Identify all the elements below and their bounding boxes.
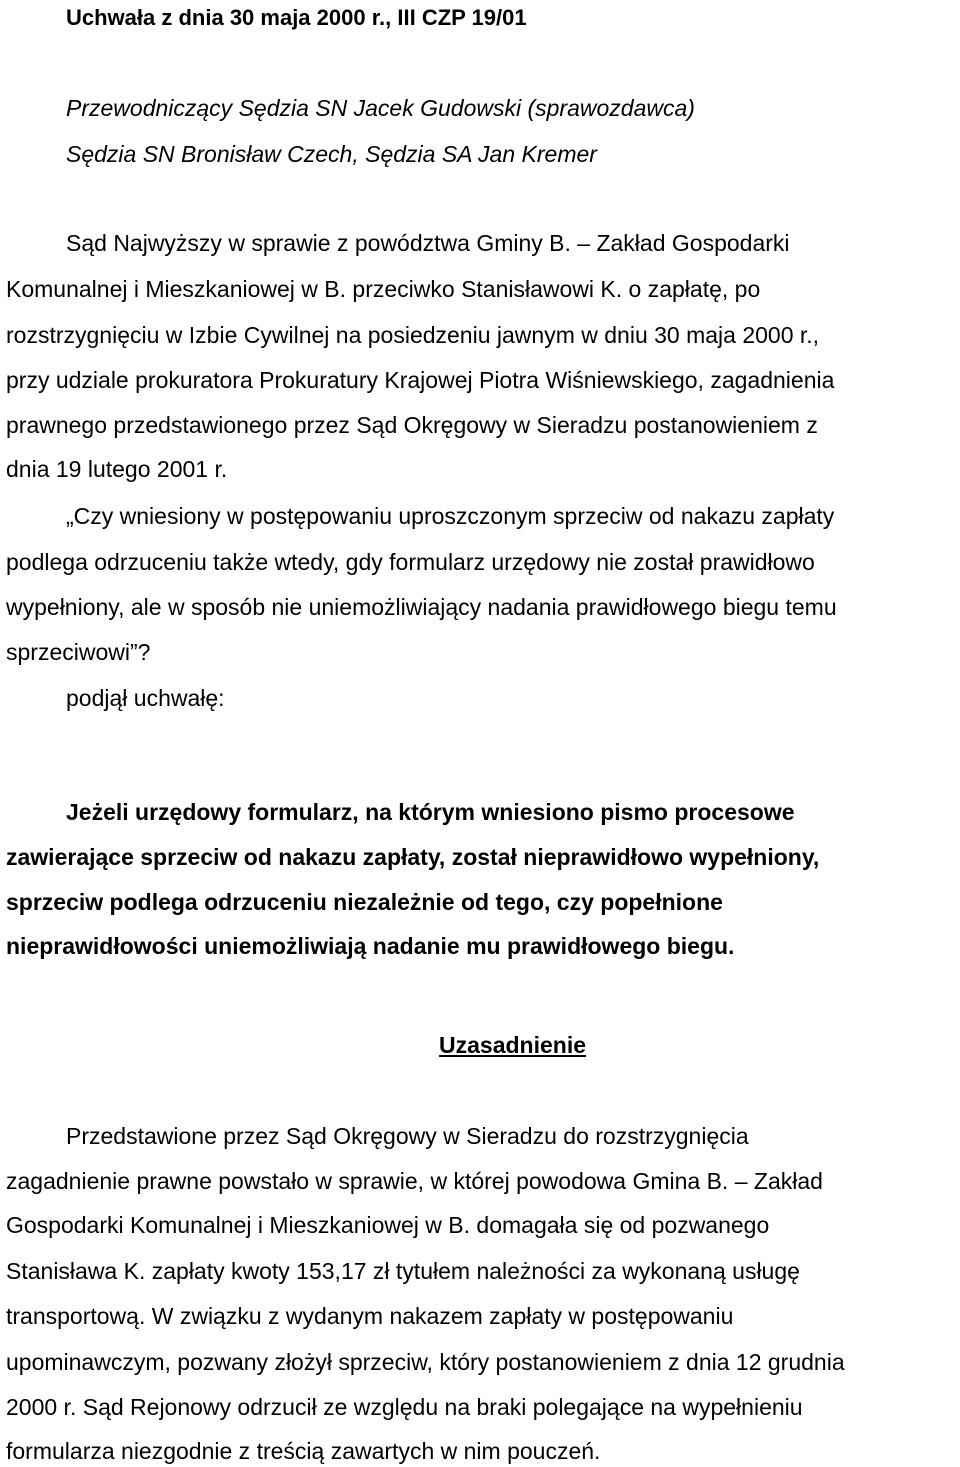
intro-line-3: rozstrzygnięciu w Izbie Cywilnej na posiedzeniu jawnym w dniu 30 maja 2000 r., — [6, 322, 820, 348]
decision-intro: podjął uchwałę: — [66, 685, 225, 711]
justification-line-6: upominawczym, pozwany złożył sprzeciw, który postanowieniem z dnia 12 grudnia — [6, 1349, 845, 1375]
justification-line-1: Przedstawione przez Sąd Okręgowy w Sieradzu do rozstrzygnięcia — [66, 1123, 749, 1149]
question-line-2: podlega odrzuceniu także wtedy, gdy formularz urzędowy nie został prawidłowo — [6, 549, 815, 575]
justification-line-8: formularza niezgodnie z treścią zawartych w nim pouczeń. — [6, 1438, 601, 1464]
justification-heading: Uzasadnienie — [439, 1032, 586, 1058]
intro-line-1: Sąd Najwyższy w sprawie z powództwa Gminy B. – Zakład Gospodarki — [66, 230, 790, 256]
resolution-line-1: Jeżeli urzędowy formularz, na którym wniesiono pismo procesowe — [66, 799, 795, 825]
resolution-line-4: nieprawidłowości uniemożliwiają nadanie mu prawidłowego biegu. — [6, 933, 735, 959]
justification-line-4: Stanisława K. zapłaty kwoty 153,17 zł tytułem należności za wykonaną usługę — [6, 1258, 800, 1284]
intro-line-2: Komunalnej i Mieszkaniowej w B. przeciwko Stanisławowi K. o zapłatę, po — [6, 276, 761, 302]
intro-line-6: dnia 19 lutego 2001 r. — [6, 456, 228, 482]
judges-line-1: Przewodniczący Sędzia SN Jacek Gudowski (sprawozdawca) — [66, 95, 695, 121]
intro-line-4: przy udziale prokuratora Prokuratury Krajowej Piotra Wiśniewskiego, zagadnienia — [6, 367, 835, 393]
document-title: Uchwała z dnia 30 maja 2000 r., III CZP 19/01 — [66, 5, 527, 30]
justification-line-5: transportową. W związku z wydanym nakazem zapłaty w postępowaniu — [6, 1303, 734, 1329]
justification-line-2: zagadnienie prawne powstało w sprawie, w której powodowa Gmina B. – Zakład — [6, 1168, 823, 1194]
resolution-line-2: zawierające sprzeciw od nakazu zapłaty, został nieprawidłowo wypełniony, — [6, 844, 820, 870]
justification-line-3: Gospodarki Komunalnej i Mieszkaniowej w B. domagała się od pozwanego — [6, 1212, 770, 1238]
question-line-4: sprzeciwowi”? — [6, 639, 151, 665]
resolution-line-3: sprzeciw podlega odrzuceniu niezależnie od tego, czy popełnione — [6, 889, 723, 915]
justification-line-7: 2000 r. Sąd Rejonowy odrzucił ze względu na braki polegające na wypełnieniu — [6, 1394, 803, 1420]
intro-line-5: prawnego przedstawionego przez Sąd Okręgowy w Sieradzu postanowieniem z — [6, 412, 818, 438]
judges-line-2: Sędzia SN Bronisław Czech, Sędzia SA Jan Kremer — [66, 141, 597, 167]
question-line-3: wypełniony, ale w sposób nie uniemożliwiający nadania prawidłowego biegu temu — [6, 594, 837, 620]
question-line-1: „Czy wniesiony w postępowaniu uproszczonym sprzeciw od nakazu zapłaty — [66, 503, 835, 529]
